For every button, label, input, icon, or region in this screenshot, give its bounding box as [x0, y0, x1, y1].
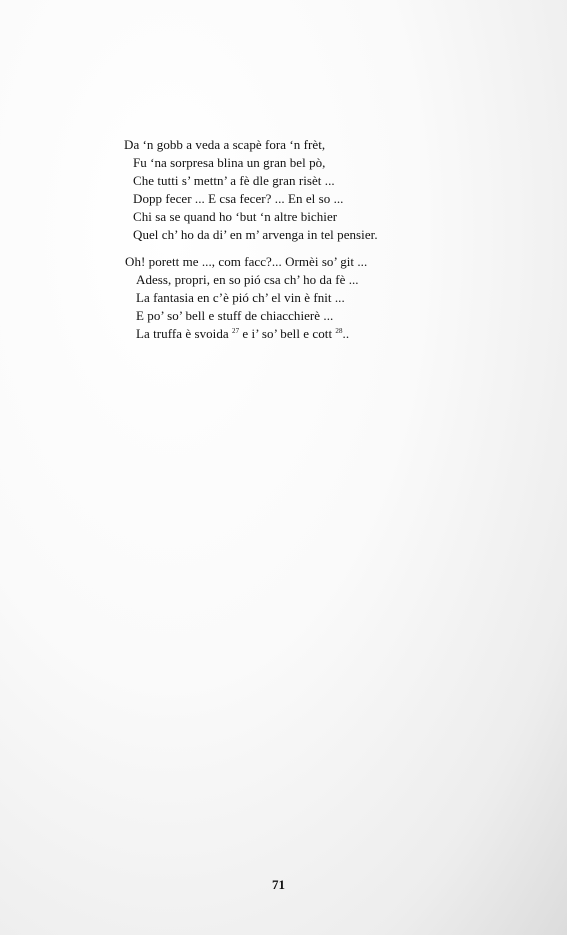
poem-line: Oh! porett me ..., com facc?... Ormèi so’ git ...	[125, 254, 368, 269]
page-number: 71	[272, 877, 285, 892]
poem-line: Quel ch’ ho da di’ en m’ arvenga in tel pensier.	[133, 227, 378, 242]
poem-line: E po’ so’ bell e stuff de chiacchierè ...	[136, 308, 334, 323]
poem-line: Adess, propri, en so pió csa ch’ ho da fè ...	[136, 272, 359, 287]
footnote-marker: 27	[232, 327, 240, 335]
poem-line-text: La truffa è svoida	[136, 326, 233, 341]
poem-line: Fu ‘na sorpresa blina un gran bel pò,	[133, 155, 326, 170]
footnote-marker: 28	[335, 327, 343, 335]
poem-line-text: e i’ so’ bell e cott	[239, 326, 336, 341]
poem-line-with-footnotes	[125, 325, 367, 343]
poem-stanza-1	[124, 136, 378, 244]
poem-stanza-2	[125, 253, 367, 343]
poem-line: Dopp fecer ... E csa fecer? ... En el so ...	[133, 191, 344, 206]
poem-line: Che tutti s’ mettn’ a fè dle gran risèt ...	[133, 173, 335, 188]
poem-line: Chi sa se quand ho ‘but ‘n altre bichier	[133, 209, 338, 224]
poem-line-text: ..	[342, 326, 350, 341]
poem-line: La fantasia en c’è pió ch’ el vin è fnit ...	[136, 290, 345, 305]
poem-line: Da ‘n gobb a veda a scapè fora ‘n frèt,	[124, 137, 326, 152]
